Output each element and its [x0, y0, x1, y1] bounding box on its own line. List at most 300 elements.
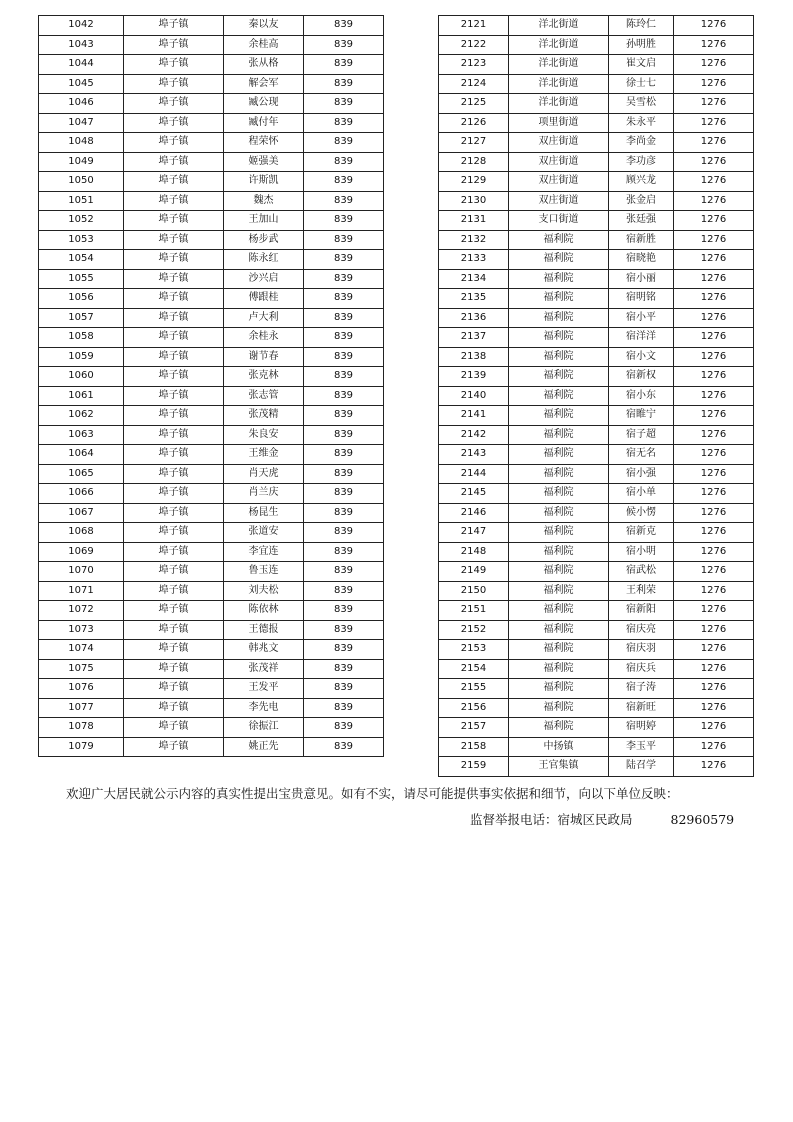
cell-name: 张克林 [224, 367, 304, 387]
cell-number: 2151 [439, 601, 509, 621]
cell-number: 1071 [39, 581, 124, 601]
table-row [439, 94, 754, 114]
cell-number: 1062 [39, 406, 124, 426]
cell-number: 2131 [439, 211, 509, 231]
cell-amount: 1276 [674, 347, 754, 367]
cell-location: 埠子镇 [124, 581, 224, 601]
table-row [439, 113, 754, 133]
cell-location: 福利院 [509, 484, 609, 504]
cell-name: 宿小文 [609, 347, 674, 367]
cell-location: 双庄街道 [509, 172, 609, 192]
table-row [439, 581, 754, 601]
cell-amount: 839 [304, 659, 384, 679]
cell-amount: 839 [304, 679, 384, 699]
cell-location: 埠子镇 [124, 425, 224, 445]
cell-amount: 1276 [674, 757, 754, 777]
cell-location: 埠子镇 [124, 386, 224, 406]
table-row [439, 640, 754, 660]
cell-number: 2128 [439, 152, 509, 172]
table-row [439, 35, 754, 55]
cell-amount: 1276 [674, 601, 754, 621]
cell-location: 埠子镇 [124, 308, 224, 328]
cell-number: 1070 [39, 562, 124, 582]
contact-line [470, 810, 734, 828]
cell-amount: 1276 [674, 328, 754, 348]
cell-location: 埠子镇 [124, 620, 224, 640]
cell-location: 埠子镇 [124, 152, 224, 172]
cell-name: 王德报 [224, 620, 304, 640]
cell-amount: 1276 [674, 620, 754, 640]
cell-name: 宿小平 [609, 308, 674, 328]
cell-number: 1075 [39, 659, 124, 679]
cell-amount: 1276 [674, 523, 754, 543]
cell-location: 福利院 [509, 289, 609, 309]
cell-amount: 1276 [674, 542, 754, 562]
table-row [39, 659, 384, 679]
cell-location: 埠子镇 [124, 659, 224, 679]
table-row [439, 562, 754, 582]
cell-amount: 839 [304, 113, 384, 133]
cell-number: 1048 [39, 133, 124, 153]
table-row [439, 464, 754, 484]
table-row [439, 737, 754, 757]
cell-amount: 1276 [674, 55, 754, 75]
cell-location: 福利院 [509, 620, 609, 640]
cell-number: 2121 [439, 16, 509, 36]
cell-location: 埠子镇 [124, 191, 224, 211]
cell-amount: 839 [304, 464, 384, 484]
cell-amount: 839 [304, 367, 384, 387]
cell-number: 1058 [39, 328, 124, 348]
cell-number: 2132 [439, 230, 509, 250]
cell-location: 埠子镇 [124, 542, 224, 562]
table-row [39, 328, 384, 348]
cell-location: 王官集镇 [509, 757, 609, 777]
cell-name: 魏杰 [224, 191, 304, 211]
cell-name: 陆召学 [609, 757, 674, 777]
table-row [39, 172, 384, 192]
table-row [39, 113, 384, 133]
cell-amount: 1276 [674, 503, 754, 523]
cell-amount: 1276 [674, 74, 754, 94]
cell-number: 2156 [439, 698, 509, 718]
cell-location: 福利院 [509, 308, 609, 328]
cell-name: 候小愣 [609, 503, 674, 523]
cell-location: 福利院 [509, 581, 609, 601]
cell-number: 1061 [39, 386, 124, 406]
cell-amount: 1276 [674, 113, 754, 133]
cell-name: 宿无名 [609, 445, 674, 465]
table-row [39, 289, 384, 309]
cell-amount: 1276 [674, 386, 754, 406]
cell-amount: 839 [304, 55, 384, 75]
cell-name: 余桂高 [224, 35, 304, 55]
cell-number: 1078 [39, 718, 124, 738]
cell-number: 1051 [39, 191, 124, 211]
cell-amount: 839 [304, 523, 384, 543]
cell-name: 宿庆兵 [609, 659, 674, 679]
table-row [439, 757, 754, 777]
cell-name: 王发平 [224, 679, 304, 699]
cell-number: 1064 [39, 445, 124, 465]
cell-name: 程荣怀 [224, 133, 304, 153]
cell-number: 1054 [39, 250, 124, 270]
cell-amount: 1276 [674, 35, 754, 55]
table-row [39, 406, 384, 426]
notice-text: 欢迎广大居民就公示内容的真实性提出宝贵意见。如有不实，请尽可能提供事实依据和细节，向以下单位反映： [66, 786, 679, 801]
cell-location: 埠子镇 [124, 718, 224, 738]
cell-name: 朱永平 [609, 113, 674, 133]
cell-location: 中扬镇 [509, 737, 609, 757]
contact-phone: 82960579 [670, 812, 735, 827]
cell-name: 张从格 [224, 55, 304, 75]
cell-name: 李玉平 [609, 737, 674, 757]
table-row [439, 230, 754, 250]
table-row [439, 328, 754, 348]
cell-number: 2153 [439, 640, 509, 660]
cell-name: 陈依林 [224, 601, 304, 621]
cell-amount: 1276 [674, 133, 754, 153]
cell-name: 秦以友 [224, 16, 304, 36]
table-row [39, 211, 384, 231]
cell-name: 张廷强 [609, 211, 674, 231]
cell-amount: 839 [304, 211, 384, 231]
cell-number: 1053 [39, 230, 124, 250]
table-row [39, 94, 384, 114]
cell-amount: 839 [304, 74, 384, 94]
table-row [39, 523, 384, 543]
table-row [439, 347, 754, 367]
table-row [39, 347, 384, 367]
cell-name: 王利荣 [609, 581, 674, 601]
cell-name: 杨昆生 [224, 503, 304, 523]
cell-name: 臧付年 [224, 113, 304, 133]
cell-amount: 839 [304, 289, 384, 309]
table-row [39, 35, 384, 55]
table-row [39, 74, 384, 94]
cell-name: 宿小东 [609, 386, 674, 406]
cell-name: 朱良安 [224, 425, 304, 445]
cell-location: 洋北街道 [509, 74, 609, 94]
cell-location: 埠子镇 [124, 289, 224, 309]
table-row [439, 484, 754, 504]
cell-amount: 1276 [674, 308, 754, 328]
table-row [439, 16, 754, 36]
table-row [39, 503, 384, 523]
cell-number: 1042 [39, 16, 124, 36]
cell-number: 2135 [439, 289, 509, 309]
table-row [39, 542, 384, 562]
cell-name: 张道安 [224, 523, 304, 543]
cell-amount: 839 [304, 152, 384, 172]
table-row [439, 601, 754, 621]
table-row [439, 542, 754, 562]
cell-amount: 839 [304, 620, 384, 640]
cell-location: 埠子镇 [124, 250, 224, 270]
table-row [39, 250, 384, 270]
cell-name: 宿小强 [609, 464, 674, 484]
cell-name: 孙明胜 [609, 35, 674, 55]
cell-amount: 839 [304, 386, 384, 406]
cell-number: 1063 [39, 425, 124, 445]
cell-location: 埠子镇 [124, 230, 224, 250]
cell-name: 宿新胜 [609, 230, 674, 250]
cell-name: 宿新克 [609, 523, 674, 543]
table-row [39, 269, 384, 289]
cell-number: 1056 [39, 289, 124, 309]
cell-name: 鲁玉连 [224, 562, 304, 582]
cell-number: 2158 [439, 737, 509, 757]
cell-number: 1052 [39, 211, 124, 231]
cell-amount: 839 [304, 425, 384, 445]
table-row [439, 152, 754, 172]
table-row [39, 425, 384, 445]
cell-name: 谢节春 [224, 347, 304, 367]
cell-number: 2159 [439, 757, 509, 777]
cell-amount: 839 [304, 250, 384, 270]
cell-name: 宿小丽 [609, 269, 674, 289]
cell-name: 宿庆羽 [609, 640, 674, 660]
cell-amount: 839 [304, 308, 384, 328]
table-row [39, 698, 384, 718]
table-row [439, 445, 754, 465]
cell-number: 1050 [39, 172, 124, 192]
cell-number: 2129 [439, 172, 509, 192]
cell-amount: 1276 [674, 152, 754, 172]
cell-amount: 1276 [674, 367, 754, 387]
cell-amount: 1276 [674, 211, 754, 231]
cell-location: 福利院 [509, 601, 609, 621]
contact-label: 监督举报电话：宿城区民政局 [470, 812, 633, 827]
cell-location: 洋北街道 [509, 55, 609, 75]
cell-name: 宿睢宁 [609, 406, 674, 426]
cell-number: 2157 [439, 718, 509, 738]
cell-number: 2125 [439, 94, 509, 114]
cell-number: 1066 [39, 484, 124, 504]
cell-name: 吴雪松 [609, 94, 674, 114]
cell-amount: 839 [304, 445, 384, 465]
cell-name: 宿子涛 [609, 679, 674, 699]
cell-number: 2124 [439, 74, 509, 94]
cell-amount: 839 [304, 503, 384, 523]
cell-location: 埠子镇 [124, 113, 224, 133]
cell-location: 福利院 [509, 562, 609, 582]
cell-number: 2130 [439, 191, 509, 211]
cell-location: 埠子镇 [124, 347, 224, 367]
cell-number: 2142 [439, 425, 509, 445]
table-row [39, 679, 384, 699]
cell-amount: 839 [304, 347, 384, 367]
cell-amount: 839 [304, 172, 384, 192]
cell-amount: 839 [304, 581, 384, 601]
cell-name: 李先电 [224, 698, 304, 718]
cell-amount: 839 [304, 698, 384, 718]
cell-amount: 1276 [674, 250, 754, 270]
cell-amount: 1276 [674, 445, 754, 465]
cell-amount: 839 [304, 737, 384, 757]
cell-number: 1060 [39, 367, 124, 387]
cell-location: 埠子镇 [124, 562, 224, 582]
cell-location: 福利院 [509, 523, 609, 543]
cell-name: 傅跟桂 [224, 289, 304, 309]
cell-location: 福利院 [509, 425, 609, 445]
cell-amount: 1276 [674, 172, 754, 192]
cell-amount: 1276 [674, 698, 754, 718]
cell-location: 埠子镇 [124, 464, 224, 484]
left-roster-table [38, 15, 384, 757]
cell-name: 张茂精 [224, 406, 304, 426]
cell-number: 1057 [39, 308, 124, 328]
cell-location: 福利院 [509, 464, 609, 484]
cell-name: 卢大利 [224, 308, 304, 328]
cell-number: 2123 [439, 55, 509, 75]
cell-name: 王维金 [224, 445, 304, 465]
cell-location: 双庄街道 [509, 133, 609, 153]
cell-number: 2147 [439, 523, 509, 543]
cell-number: 1047 [39, 113, 124, 133]
cell-location: 埠子镇 [124, 211, 224, 231]
cell-name: 张金启 [609, 191, 674, 211]
cell-name: 许斯凯 [224, 172, 304, 192]
cell-number: 2127 [439, 133, 509, 153]
cell-name: 宿明铭 [609, 289, 674, 309]
cell-amount: 839 [304, 406, 384, 426]
cell-name: 王加山 [224, 211, 304, 231]
table-row [439, 250, 754, 270]
cell-number: 1068 [39, 523, 124, 543]
cell-amount: 839 [304, 601, 384, 621]
cell-location: 埠子镇 [124, 523, 224, 543]
cell-amount: 1276 [674, 269, 754, 289]
cell-amount: 1276 [674, 718, 754, 738]
cell-name: 刘夫松 [224, 581, 304, 601]
table-row [39, 55, 384, 75]
cell-amount: 839 [304, 230, 384, 250]
cell-name: 陈永红 [224, 250, 304, 270]
table-row [39, 464, 384, 484]
cell-name: 宿新权 [609, 367, 674, 387]
cell-location: 埠子镇 [124, 484, 224, 504]
cell-amount: 839 [304, 484, 384, 504]
cell-location: 埠子镇 [124, 406, 224, 426]
cell-number: 2126 [439, 113, 509, 133]
cell-name: 宿庆亮 [609, 620, 674, 640]
cell-amount: 839 [304, 35, 384, 55]
cell-number: 1055 [39, 269, 124, 289]
cell-name: 臧公现 [224, 94, 304, 114]
table-row [39, 484, 384, 504]
cell-name: 张茂祥 [224, 659, 304, 679]
cell-amount: 839 [304, 328, 384, 348]
table-row [439, 172, 754, 192]
cell-name: 顾兴龙 [609, 172, 674, 192]
cell-location: 双庄街道 [509, 191, 609, 211]
table-row [39, 562, 384, 582]
cell-number: 1049 [39, 152, 124, 172]
cell-name: 宿小明 [609, 542, 674, 562]
cell-name: 宿武松 [609, 562, 674, 582]
cell-amount: 839 [304, 640, 384, 660]
cell-amount: 1276 [674, 737, 754, 757]
table-row [439, 523, 754, 543]
cell-amount: 1276 [674, 289, 754, 309]
cell-location: 福利院 [509, 347, 609, 367]
cell-location: 福利院 [509, 542, 609, 562]
cell-location: 埠子镇 [124, 737, 224, 757]
cell-location: 埠子镇 [124, 35, 224, 55]
cell-amount: 839 [304, 133, 384, 153]
cell-number: 1072 [39, 601, 124, 621]
cell-location: 福利院 [509, 328, 609, 348]
cell-location: 埠子镇 [124, 503, 224, 523]
table-row [39, 445, 384, 465]
cell-number: 2133 [439, 250, 509, 270]
cell-name: 宿洋洋 [609, 328, 674, 348]
cell-location: 福利院 [509, 445, 609, 465]
cell-number: 2152 [439, 620, 509, 640]
cell-name: 李宜连 [224, 542, 304, 562]
cell-amount: 839 [304, 562, 384, 582]
cell-amount: 839 [304, 269, 384, 289]
cell-location: 项里街道 [509, 113, 609, 133]
table-row [39, 581, 384, 601]
cell-number: 2134 [439, 269, 509, 289]
cell-name: 余桂永 [224, 328, 304, 348]
cell-number: 1069 [39, 542, 124, 562]
cell-name: 张志管 [224, 386, 304, 406]
table-row [439, 74, 754, 94]
cell-location: 埠子镇 [124, 328, 224, 348]
table-row [439, 503, 754, 523]
cell-number: 1045 [39, 74, 124, 94]
cell-location: 福利院 [509, 640, 609, 660]
cell-location: 福利院 [509, 718, 609, 738]
cell-location: 福利院 [509, 679, 609, 699]
cell-location: 埠子镇 [124, 269, 224, 289]
cell-amount: 1276 [674, 94, 754, 114]
cell-name: 姚正先 [224, 737, 304, 757]
cell-name: 肖兰庆 [224, 484, 304, 504]
cell-number: 1077 [39, 698, 124, 718]
cell-name: 徐振江 [224, 718, 304, 738]
cell-name: 崔文启 [609, 55, 674, 75]
table-row [39, 152, 384, 172]
cell-location: 埠子镇 [124, 698, 224, 718]
table-row [39, 718, 384, 738]
cell-name: 宿新旺 [609, 698, 674, 718]
cell-number: 1073 [39, 620, 124, 640]
cell-number: 1044 [39, 55, 124, 75]
cell-amount: 1276 [674, 406, 754, 426]
table-row [439, 659, 754, 679]
table-row [39, 191, 384, 211]
table-row [39, 133, 384, 153]
table-row [439, 367, 754, 387]
table-row [439, 698, 754, 718]
table-row [39, 601, 384, 621]
table-row [439, 269, 754, 289]
table-row [439, 718, 754, 738]
table-row [439, 620, 754, 640]
cell-number: 2155 [439, 679, 509, 699]
cell-name: 宿子超 [609, 425, 674, 445]
cell-amount: 1276 [674, 464, 754, 484]
cell-location: 埠子镇 [124, 94, 224, 114]
cell-location: 洋北街道 [509, 35, 609, 55]
table-row [439, 386, 754, 406]
cell-location: 福利院 [509, 367, 609, 387]
table-row [39, 16, 384, 36]
